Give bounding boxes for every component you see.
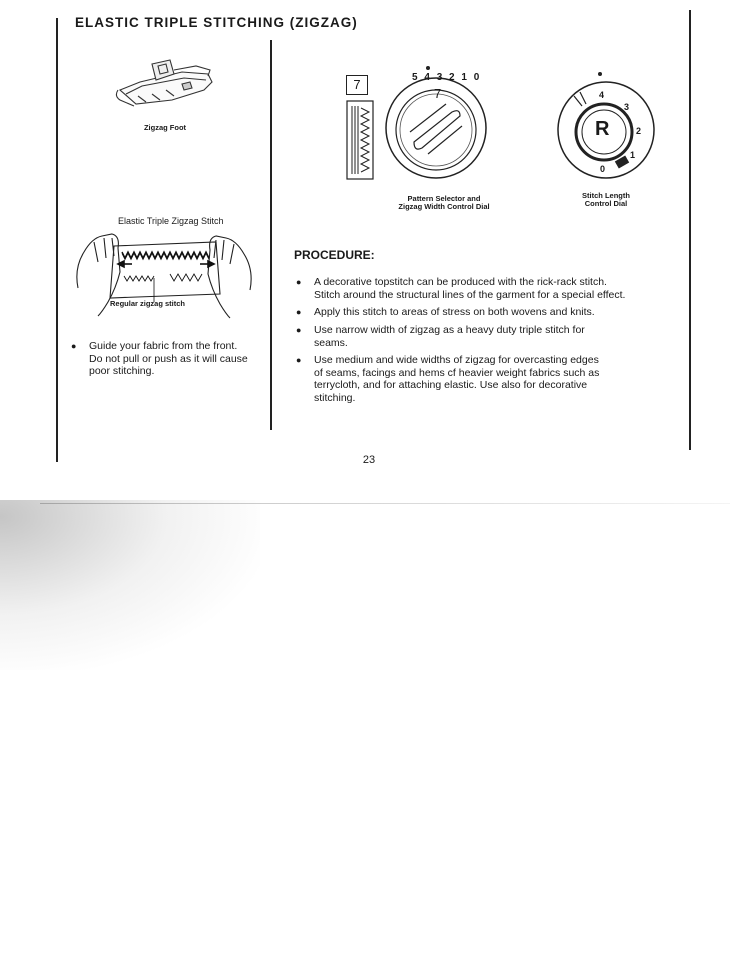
procedure-line: stitching. <box>314 391 356 404</box>
procedure-line: Apply this stitch to areas of stress on both wovens and knits. <box>314 306 595 318</box>
length-dial-number-1: 1 <box>630 150 636 160</box>
pattern-number: 7 <box>353 77 361 92</box>
procedure-line: Use narrow width of zigzag as a heavy duty triple stitch for <box>314 324 585 336</box>
procedure-heading: PROCEDURE: <box>294 248 375 262</box>
left-bullet-item <box>71 340 248 378</box>
procedure-line: of seams, facings and hems cf heavier weight fabrics such as <box>314 366 600 379</box>
bullet-dot: ● <box>296 277 302 287</box>
dial-number: 0 <box>473 72 482 83</box>
dial-number: 3 <box>436 72 445 83</box>
zigzag-foot-caption: Zigzag Foot <box>143 123 187 132</box>
zigzag-foot-illustration <box>112 56 218 114</box>
procedure-item <box>296 276 625 301</box>
length-dial-number-2: 2 <box>636 126 642 136</box>
caption-line: Control Dial <box>584 199 628 208</box>
length-dial-number-4: 4 <box>599 90 605 100</box>
scan-crease-line <box>40 503 730 504</box>
page-number: 23 <box>362 454 376 466</box>
procedure-line: terrycloth, and for attaching elastic. Use also for decorative <box>314 379 588 391</box>
procedure-item <box>296 354 599 404</box>
dial-number: 4 <box>424 72 432 83</box>
caption-line: Zigzag Width Control Dial <box>398 202 490 211</box>
pattern-dial-numbers <box>412 72 481 83</box>
stitch-length-dial <box>552 66 670 182</box>
regular-stitch-label: Regular zigzag stitch <box>110 299 186 308</box>
pattern-dial-caption <box>380 195 508 211</box>
left-bullet-line: Do not pull or push as it will cause <box>89 352 248 365</box>
bullet-dot: ● <box>296 355 302 365</box>
stitch-pattern-window <box>346 100 374 180</box>
procedure-item <box>296 306 595 319</box>
caption-line: Stitch Length <box>582 191 630 200</box>
dial-number: 2 <box>449 72 457 83</box>
pattern-number-box <box>346 75 368 95</box>
procedure-line: Use medium and wide widths of zigzag for overcasting edges <box>314 354 599 366</box>
length-dial-center-letter: R <box>595 118 610 140</box>
procedure-item <box>296 324 585 349</box>
dial-number: 1 <box>461 72 469 83</box>
procedure-line: Stitch around the structural lines of the garment for a special effect. <box>314 288 626 301</box>
procedure-line: seams. <box>314 336 348 349</box>
right-margin-rule <box>689 10 691 450</box>
dial-number: 5 <box>412 72 420 83</box>
section-title: ELASTIC TRIPLE STITCHING (ZIGZAG) <box>75 15 358 30</box>
left-margin-rule <box>56 18 58 462</box>
scan-shadow <box>0 500 260 670</box>
length-dial-number-0: 0 <box>600 164 606 174</box>
pattern-dial-center-number: 7 <box>434 86 442 101</box>
bullet-dot: ● <box>71 341 77 351</box>
column-divider-rule <box>270 40 272 430</box>
bullet-dot: ● <box>296 325 302 335</box>
procedure-line: A decorative topstitch can be produced with the rick-rack stitch. <box>314 276 607 288</box>
elastic-stitch-caption: Elastic Triple Zigzag Stitch <box>118 216 224 226</box>
caption-line: Pattern Selector and <box>407 194 481 203</box>
left-bullet-line: poor stitching. <box>89 365 155 377</box>
bullet-dot: ● <box>296 307 302 317</box>
length-dial-number-3: 3 <box>624 102 630 112</box>
left-bullet-line: Guide your fabric from the front. <box>89 340 238 352</box>
stitch-length-caption <box>574 192 638 208</box>
